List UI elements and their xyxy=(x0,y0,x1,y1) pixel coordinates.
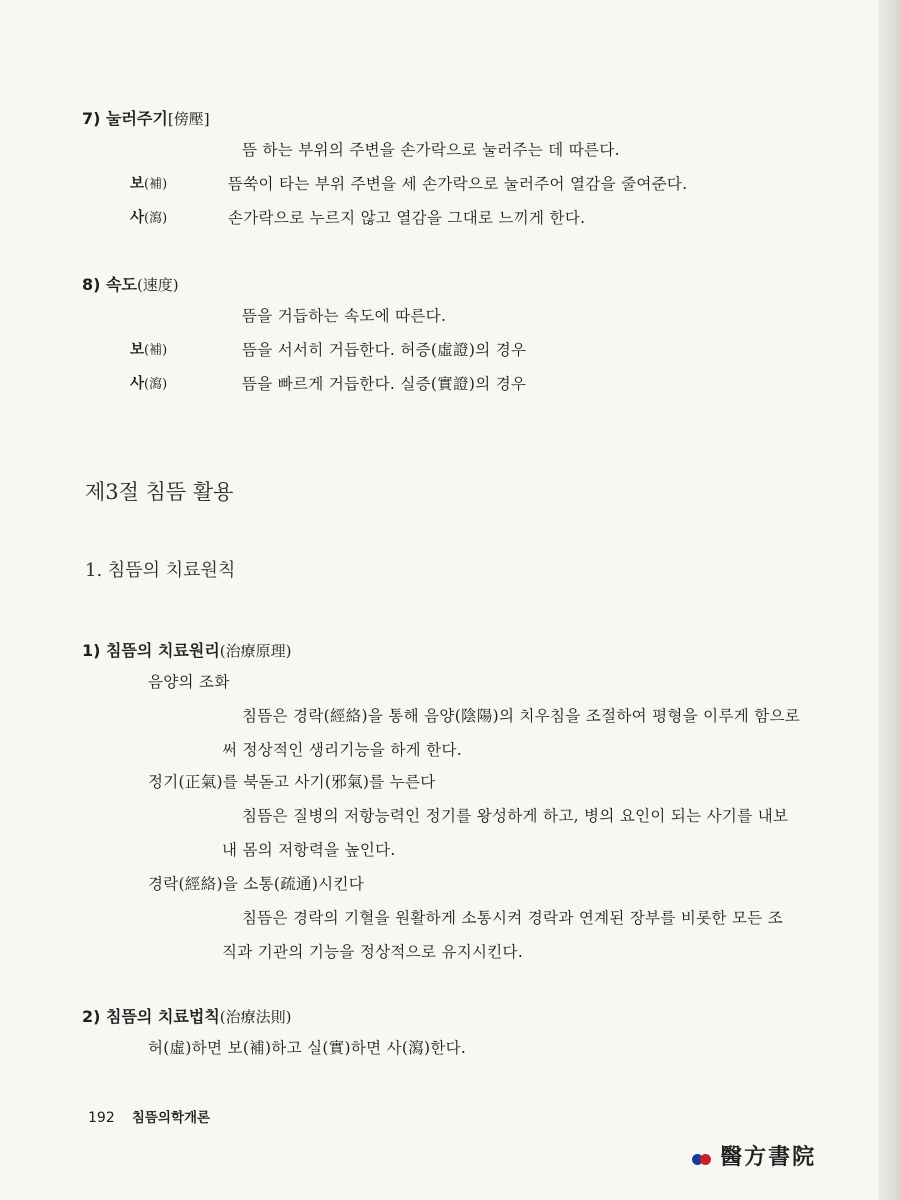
item2-title: 정기(正氣)를 북돋고 사기(邪氣)를 누른다 xyxy=(148,773,436,791)
heading-principle-1 xyxy=(82,638,292,661)
item3-line2: 직과 기관의 기능을 정상적으로 유지시킨다. xyxy=(222,943,524,961)
red-dot-icon xyxy=(700,1154,711,1165)
publisher-name: 醫方書院 xyxy=(720,1144,817,1170)
s7-description: 뜸 하는 부위의 주변을 손가락으로 눌러주는 데 따른다. xyxy=(242,141,620,159)
s8-sa-label xyxy=(130,372,167,393)
s8-sa-text: 뜸을 빠르게 거듭한다. 실증(實證)의 경우 xyxy=(242,375,527,393)
publisher-logo xyxy=(692,1140,816,1171)
heading-8-hanja: (速度) xyxy=(136,276,179,294)
heading-7-hanja: [傍壓] xyxy=(167,110,210,128)
heading-8-text: 8) 속도 xyxy=(82,275,137,294)
s8-sa-label-text: 사 xyxy=(130,376,145,392)
section-title: 제3절 침뜸 활용 xyxy=(85,480,234,504)
s8-bo-text: 뜸을 서서히 거듭한다. 허증(虛證)의 경우 xyxy=(242,341,527,359)
heading-principle-1-hanja: (治療原理) xyxy=(219,642,292,660)
s7-bo-label-text: 보 xyxy=(130,176,145,192)
principle-2-line: 허(虛)하면 보(補)하고 실(實)하면 사(瀉)한다. xyxy=(148,1039,467,1057)
subsection-title: 1. 침뜸의 치료원칙 xyxy=(85,560,236,581)
page-edge xyxy=(878,0,900,1200)
item3-line1: 침뜸은 경락의 기혈을 원활하게 소통시켜 경락과 연계된 장부를 비롯한 모든 조 xyxy=(242,909,784,927)
heading-principle-2-hanja: (治療法則) xyxy=(219,1008,292,1026)
page-number: 192 xyxy=(88,1110,115,1126)
s7-sa-label-text: 사 xyxy=(130,210,145,226)
s7-sa-text: 손가락으로 누르지 않고 열감을 그대로 느끼게 한다. xyxy=(228,209,586,227)
s8-bo-label-hanja: (補) xyxy=(144,343,168,358)
item3-title: 경락(經絡)을 소통(疏通)시킨다 xyxy=(148,875,365,893)
s7-sa-label xyxy=(130,206,167,227)
s8-description: 뜸을 거듭하는 속도에 따른다. xyxy=(242,307,447,325)
footer xyxy=(88,1106,210,1126)
item2-line1: 침뜸은 질병의 저항능력인 정기를 왕성하게 하고, 병의 요인이 되는 사기를 내보 xyxy=(242,807,789,825)
heading-8 xyxy=(82,272,179,295)
s7-bo-label xyxy=(130,172,167,193)
heading-principle-1-text: 1) 침뜸의 치료원리 xyxy=(82,641,220,660)
heading-7-text: 7) 눌러주기 xyxy=(82,109,168,128)
item2-line2: 내 몸의 저항력을 높인다. xyxy=(222,841,396,859)
heading-principle-2-text: 2) 침뜸의 치료법칙 xyxy=(82,1007,220,1026)
s7-bo-label-hanja: (補) xyxy=(144,177,168,192)
item1-line1: 침뜸은 경락(經絡)을 통해 음양(陰陽)의 치우침을 조절하여 평형을 이루게 함으로 xyxy=(242,707,801,725)
s8-bo-label-text: 보 xyxy=(130,342,145,358)
s7-bo-text: 뜸쑥이 타는 부위 주변을 세 손가락으로 눌러주어 열감을 줄여준다. xyxy=(228,175,688,193)
s8-bo-label xyxy=(130,338,167,359)
s7-sa-label-hanja: (瀉) xyxy=(144,211,168,226)
item1-title: 음양의 조화 xyxy=(148,673,230,691)
item1-line2: 써 정상적인 생리기능을 하게 한다. xyxy=(222,741,462,759)
s8-sa-label-hanja: (瀉) xyxy=(144,377,168,392)
heading-7 xyxy=(82,106,210,129)
book-title: 침뜸의학개론 xyxy=(131,1110,211,1126)
heading-principle-2 xyxy=(82,1004,292,1027)
